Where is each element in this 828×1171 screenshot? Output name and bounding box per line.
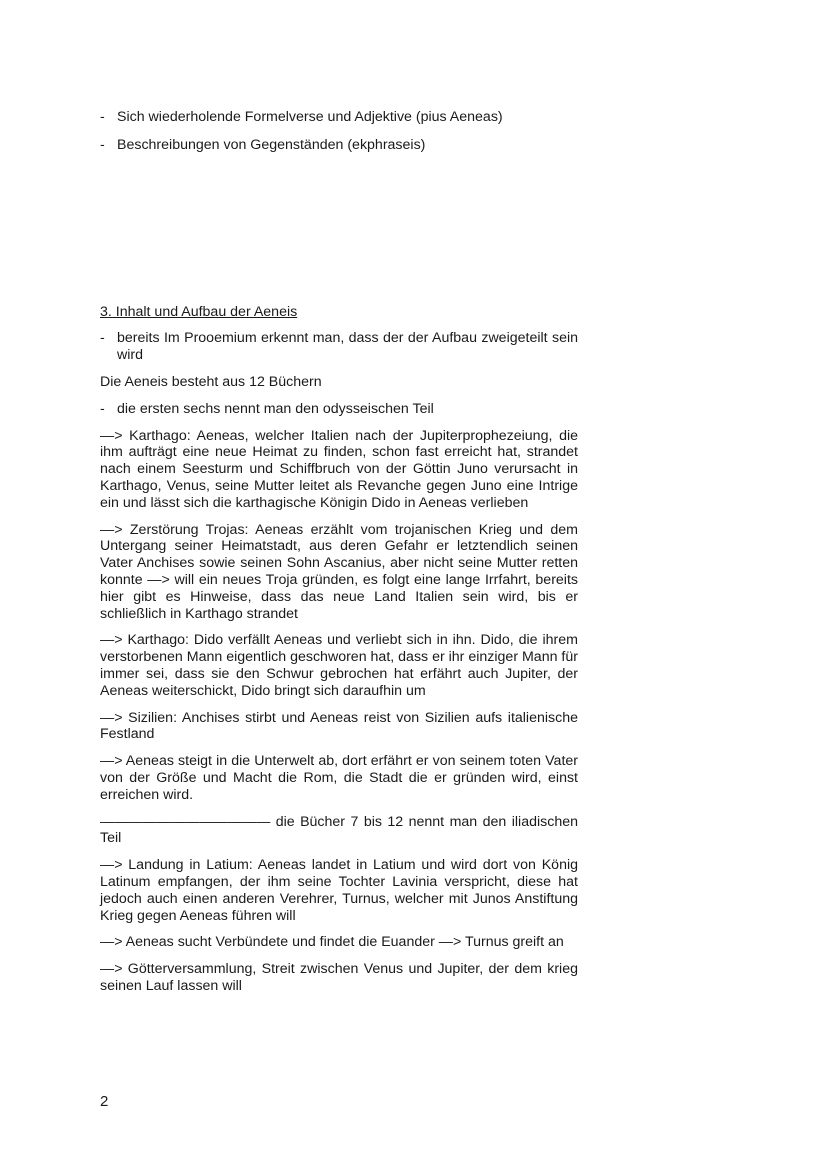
list-item bbox=[100, 330, 578, 364]
section-heading: 3. Inhalt und Aufbau der Aeneis bbox=[100, 303, 298, 320]
list-item bbox=[100, 401, 578, 418]
paragraph-goetterversammlung: —> Götterversammlung, Streit zwischen Venus und Jupiter, der dem krieg seinen Lauf lassen will bbox=[100, 961, 578, 994]
paragraph-dido: —> Karthago: Dido verfällt Aeneas und verliebt sich in ihn. Dido, die ihrem verstorbenen Mann eigentlich geschworen hat, dass er ihr einziger Mann für immer sei, dass sie den Schwur gebrochen hat erfährt auch Jupiter, der Aeneas weiterschickt, Dido bringt sich daraufhin um bbox=[100, 632, 578, 699]
list-item-text: Beschreibungen von Gegenständen (ekphraseis) bbox=[117, 136, 426, 153]
paragraph-iliadisch: ———————————— die Bücher 7 bis 12 nennt man den iliadischen Teil bbox=[100, 813, 578, 847]
dash-marker: - bbox=[100, 330, 105, 347]
list-item bbox=[100, 137, 578, 154]
list-item bbox=[100, 109, 578, 126]
list-item-text: die ersten sechs nennt man den odysseischen Teil bbox=[117, 400, 434, 417]
feature-list bbox=[100, 109, 578, 154]
paragraph-sizilien: —> Sizilien: Anchises stirbt und Aeneas reist von Sizilien aufs italienische Festland bbox=[100, 709, 578, 743]
list-item-text: bereits Im Prooemium erkennt man, dass der der Aufbau zweigeteilt sein wird bbox=[117, 330, 578, 364]
list-item-text: Sich wiederholende Formelverse und Adjektive (pius Aeneas) bbox=[117, 109, 503, 125]
books-line: Die Aeneis besteht aus 12 Büchern bbox=[100, 373, 322, 390]
dash-marker: - bbox=[100, 136, 105, 153]
paragraph-latium: —> Landung in Latium: Aeneas landet in Latium und wird dort von König Latinum empfangen, der ihm seine Tochter Lavinia verspricht, diese hat jedoch auch einen anderen Verehrer, Turnus, welcher mit Junos Anstiftung Krieg gegen Aeneas führen will bbox=[100, 857, 578, 924]
dash-marker: - bbox=[100, 109, 105, 125]
page-number: 2 bbox=[100, 1093, 109, 1110]
paragraph-troja: —> Zerstörung Trojas: Aeneas erzählt vom trojanischen Krieg und dem Untergang seiner Heimatstadt, aus deren Gefahr er letztendlich seinen Vater Anchises sowie seinen Sohn Ascanius, aber nicht seine Mutter retten konnte —> will ein neues Troja gründen, es folgt eine lange Irrfahrt, bereits hier gibt es Hinweise, dass das neue Land Italien sein wird, bis er schließlich in Karthago strandet bbox=[100, 521, 578, 622]
paragraph-karthago: —> Karthago: Aeneas, welcher Italien nach der Jupiterprophezeiung, die ihm aufträgt eine neue Heimat zu finden, schon fast erreicht hat, strandet nach einem Seesturm und Schiffbruch von der Göttin Juno verursacht in Karthago, Venus, seine Mutter leitet als Revanche gegen Juno eine Intrige ein und lässt sich die karthagische Königin Dido in Aeneas verlieben bbox=[100, 427, 578, 511]
paragraph-unterwelt: —> Aeneas steigt in die Unterwelt ab, dort erfährt er von seinem toten Vater von der Größe und Macht die Rom, die Stadt die er gründen wird, einst erreichen wird. bbox=[100, 753, 578, 803]
document-body bbox=[100, 109, 578, 1005]
paragraph-verbuendete: —> Aeneas sucht Verbündete und findet die Euander —> Turnus greift an bbox=[100, 934, 564, 951]
dash-marker: - bbox=[100, 400, 105, 417]
